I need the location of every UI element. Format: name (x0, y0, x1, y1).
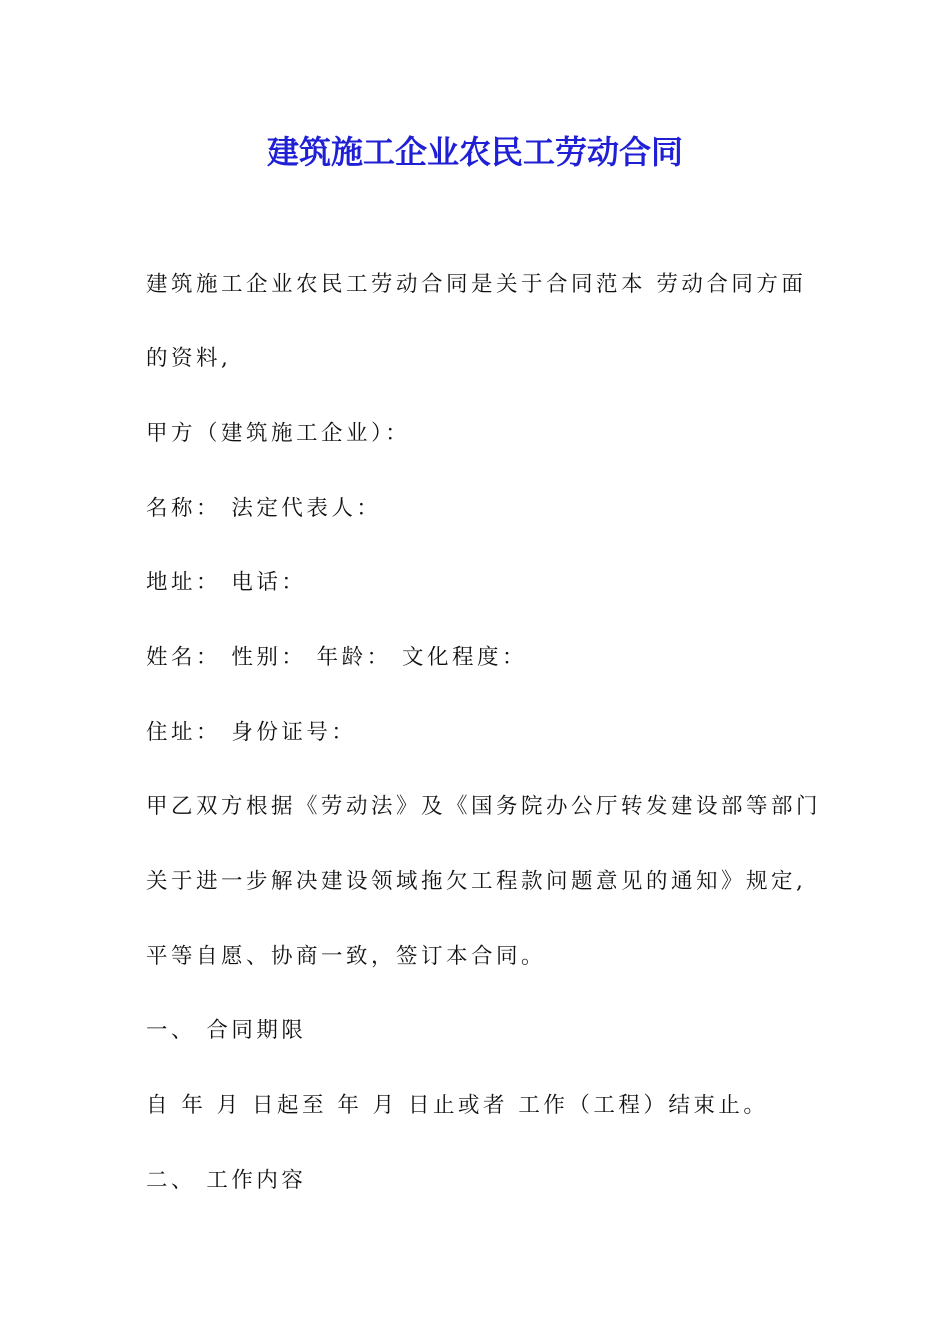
body-line-2: 的资料, (146, 346, 232, 371)
party-a-heading: 甲方（建筑施工企业）： (146, 421, 411, 446)
section-2-heading: 二、 工作内容 (146, 1168, 307, 1193)
body-line-1: 建筑施工企业农民工劳动合同是关于合同范本 劳动合同方面 (146, 272, 807, 297)
body-line-basis-1: 甲乙双方根据《劳动法》及《国务院办公厅转发建设部等部门 (146, 794, 822, 819)
body-line-basis-2: 关于进一步解决建设领域拖欠工程款问题意见的通知》规定, (146, 869, 807, 894)
section-1-content: 自 年 月 日起至 年 月 日止或者 工作（工程）结束止。 (146, 1093, 769, 1118)
party-b-address-field: 住址： 身份证号： (146, 720, 357, 745)
document-title: 建筑施工企业农民工劳动合同 (266, 133, 683, 171)
section-1-heading: 一、 合同期限 (146, 1018, 307, 1043)
body-line-basis-3: 平等自愿、协商一致，签订本合同。 (146, 944, 547, 969)
party-a-name-field: 名称： 法定代表人： (146, 496, 382, 521)
party-a-address-field: 地址： 电话： (146, 570, 307, 595)
party-b-info-field: 姓名： 性别： 年龄： 文化程度： (146, 645, 528, 670)
